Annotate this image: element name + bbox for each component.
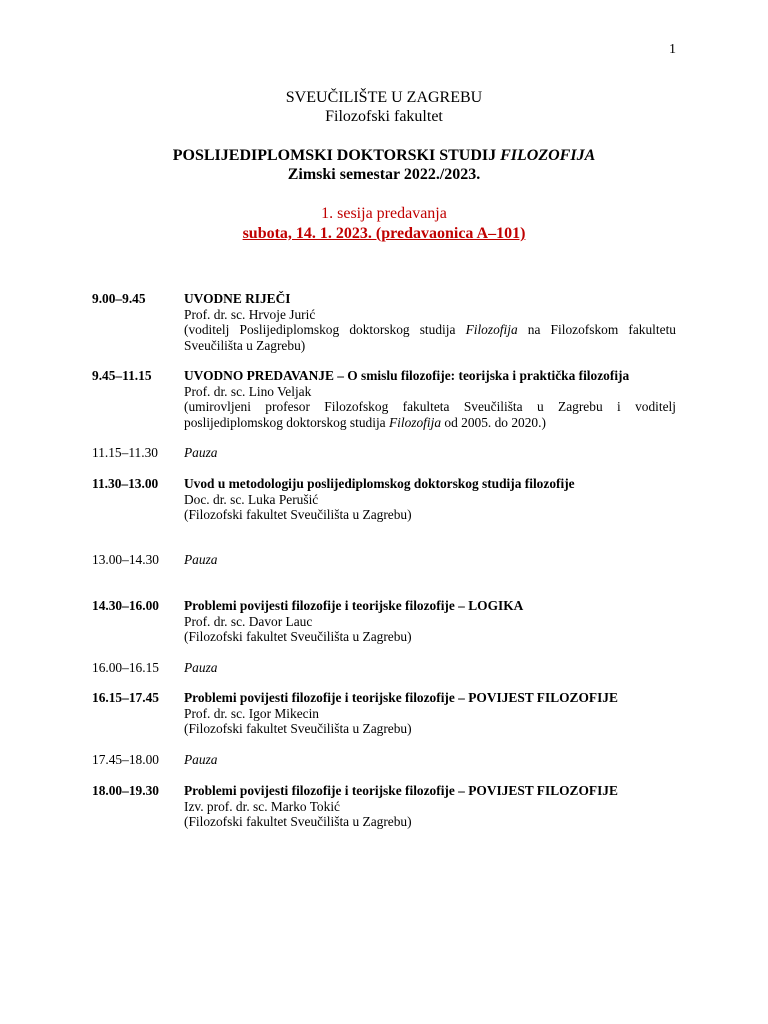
- faculty-name: Filozofski fakultet: [325, 108, 443, 125]
- schedule-entry: [92, 783, 676, 830]
- entry-note: (Filozofski fakultet Sveučilišta u Zagrebu): [184, 507, 412, 522]
- entry-pause: Pauza: [184, 445, 218, 460]
- university-header: [0, 88, 768, 126]
- entry-time: 16.00–16.15: [92, 660, 159, 675]
- note-emphasis: Filozofija: [388, 414, 442, 430]
- entry-lecturer: Izv. prof. dr. sc. Marko Tokić: [184, 798, 340, 814]
- entry-lecturer: Prof. dr. sc. Igor Mikecin: [184, 705, 319, 721]
- schedule-entry: [92, 291, 676, 353]
- page-number: 1: [669, 42, 676, 57]
- entry-title: Problemi povijesti filozofije i teorijske filozofije – LOGIKA: [184, 598, 524, 613]
- schedule-entry: [92, 660, 676, 676]
- session-label: 1. sesija predavanja: [321, 205, 447, 222]
- entry-time: 18.00–19.30: [92, 783, 159, 798]
- entry-time: 11.15–11.30: [92, 445, 158, 460]
- entry-time: 9.00–9.45: [92, 291, 146, 306]
- session-header: [0, 204, 768, 244]
- schedule-entry: [92, 368, 676, 430]
- entry-time: 13.00–14.30: [92, 552, 159, 567]
- semester: Zimski semestar 2022./2023.: [287, 166, 481, 183]
- entry-lecturer: Prof. dr. sc. Hrvoje Jurić: [184, 306, 316, 322]
- note-emphasis: Filozofija: [465, 322, 518, 337]
- entry-title: Problemi povijesti filozofije i teorijske filozofije – POVIJEST FILOZOFIJE: [184, 783, 618, 798]
- entry-time: 17.45–18.00: [92, 752, 159, 767]
- entry-pause: Pauza: [184, 752, 218, 767]
- session-date-room: subota, 14. 1. 2023. (predavaonica A–101): [242, 225, 526, 242]
- note-text: (voditelj Poslijediplomskog doktorskog studija: [184, 322, 466, 337]
- entry-time: 11.30–13.00: [92, 476, 159, 491]
- program-title: [0, 146, 768, 165]
- entry-title: Uvod u metodologiju poslijediplomskog doktorskog studija filozofije: [184, 476, 575, 491]
- schedule-entry: [92, 598, 676, 645]
- schedule-entry: [92, 445, 676, 461]
- entry-note: (Filozofski fakultet Sveučilišta u Zagrebu): [184, 629, 412, 644]
- entry-pause: Pauza: [184, 552, 218, 567]
- program-name: FILOZOFIJA: [500, 147, 596, 164]
- note-text: na Filozofskom fakultetu Sveučilišta u Zagrebu): [184, 322, 676, 353]
- entry-note: (Filozofski fakultet Sveučilišta u Zagrebu): [184, 721, 412, 736]
- schedule-entry: [92, 476, 676, 523]
- entry-lecturer: Prof. dr. sc. Lino Veljak: [184, 383, 312, 399]
- entry-title: Problemi povijesti filozofije i teorijske filozofije – POVIJEST FILOZOFIJE: [184, 690, 618, 705]
- program-prefix: POSLIJEDIPLOMSKI DOKTORSKI STUDIJ: [172, 147, 501, 164]
- schedule-entry: [92, 552, 676, 568]
- entry-title: UVODNO PREDAVANJE – O smislu filozofije: teorijska i praktička filozofija: [184, 368, 630, 383]
- program-header: [0, 146, 768, 184]
- note-text: od 2005. do 2020.): [441, 414, 546, 430]
- note-text: (umirovljeni profesor Filozofskog fakulteta Sveučilišta u Zagrebu i voditelj poslijediplomskog doktorskog studija: [184, 399, 676, 430]
- schedule-entry: [92, 752, 676, 768]
- schedule-entry: [92, 690, 676, 737]
- university-name: SVEUČILIŠTE U ZAGREBU: [285, 89, 483, 106]
- entry-note: (Filozofski fakultet Sveučilišta u Zagrebu): [184, 814, 412, 829]
- entry-time: 9.45–11.15: [92, 368, 152, 383]
- entry-note: [184, 322, 676, 353]
- entry-lecturer: Prof. dr. sc. Davor Lauc: [184, 613, 313, 629]
- entry-time: 16.15–17.45: [92, 690, 159, 705]
- entry-title: UVODNE RIJEČI: [184, 291, 291, 306]
- entry-lecturer: Doc. dr. sc. Luka Perušić: [184, 491, 319, 507]
- entry-note: [184, 399, 676, 430]
- entry-pause: Pauza: [184, 660, 218, 675]
- entry-time: 14.30–16.00: [92, 598, 159, 613]
